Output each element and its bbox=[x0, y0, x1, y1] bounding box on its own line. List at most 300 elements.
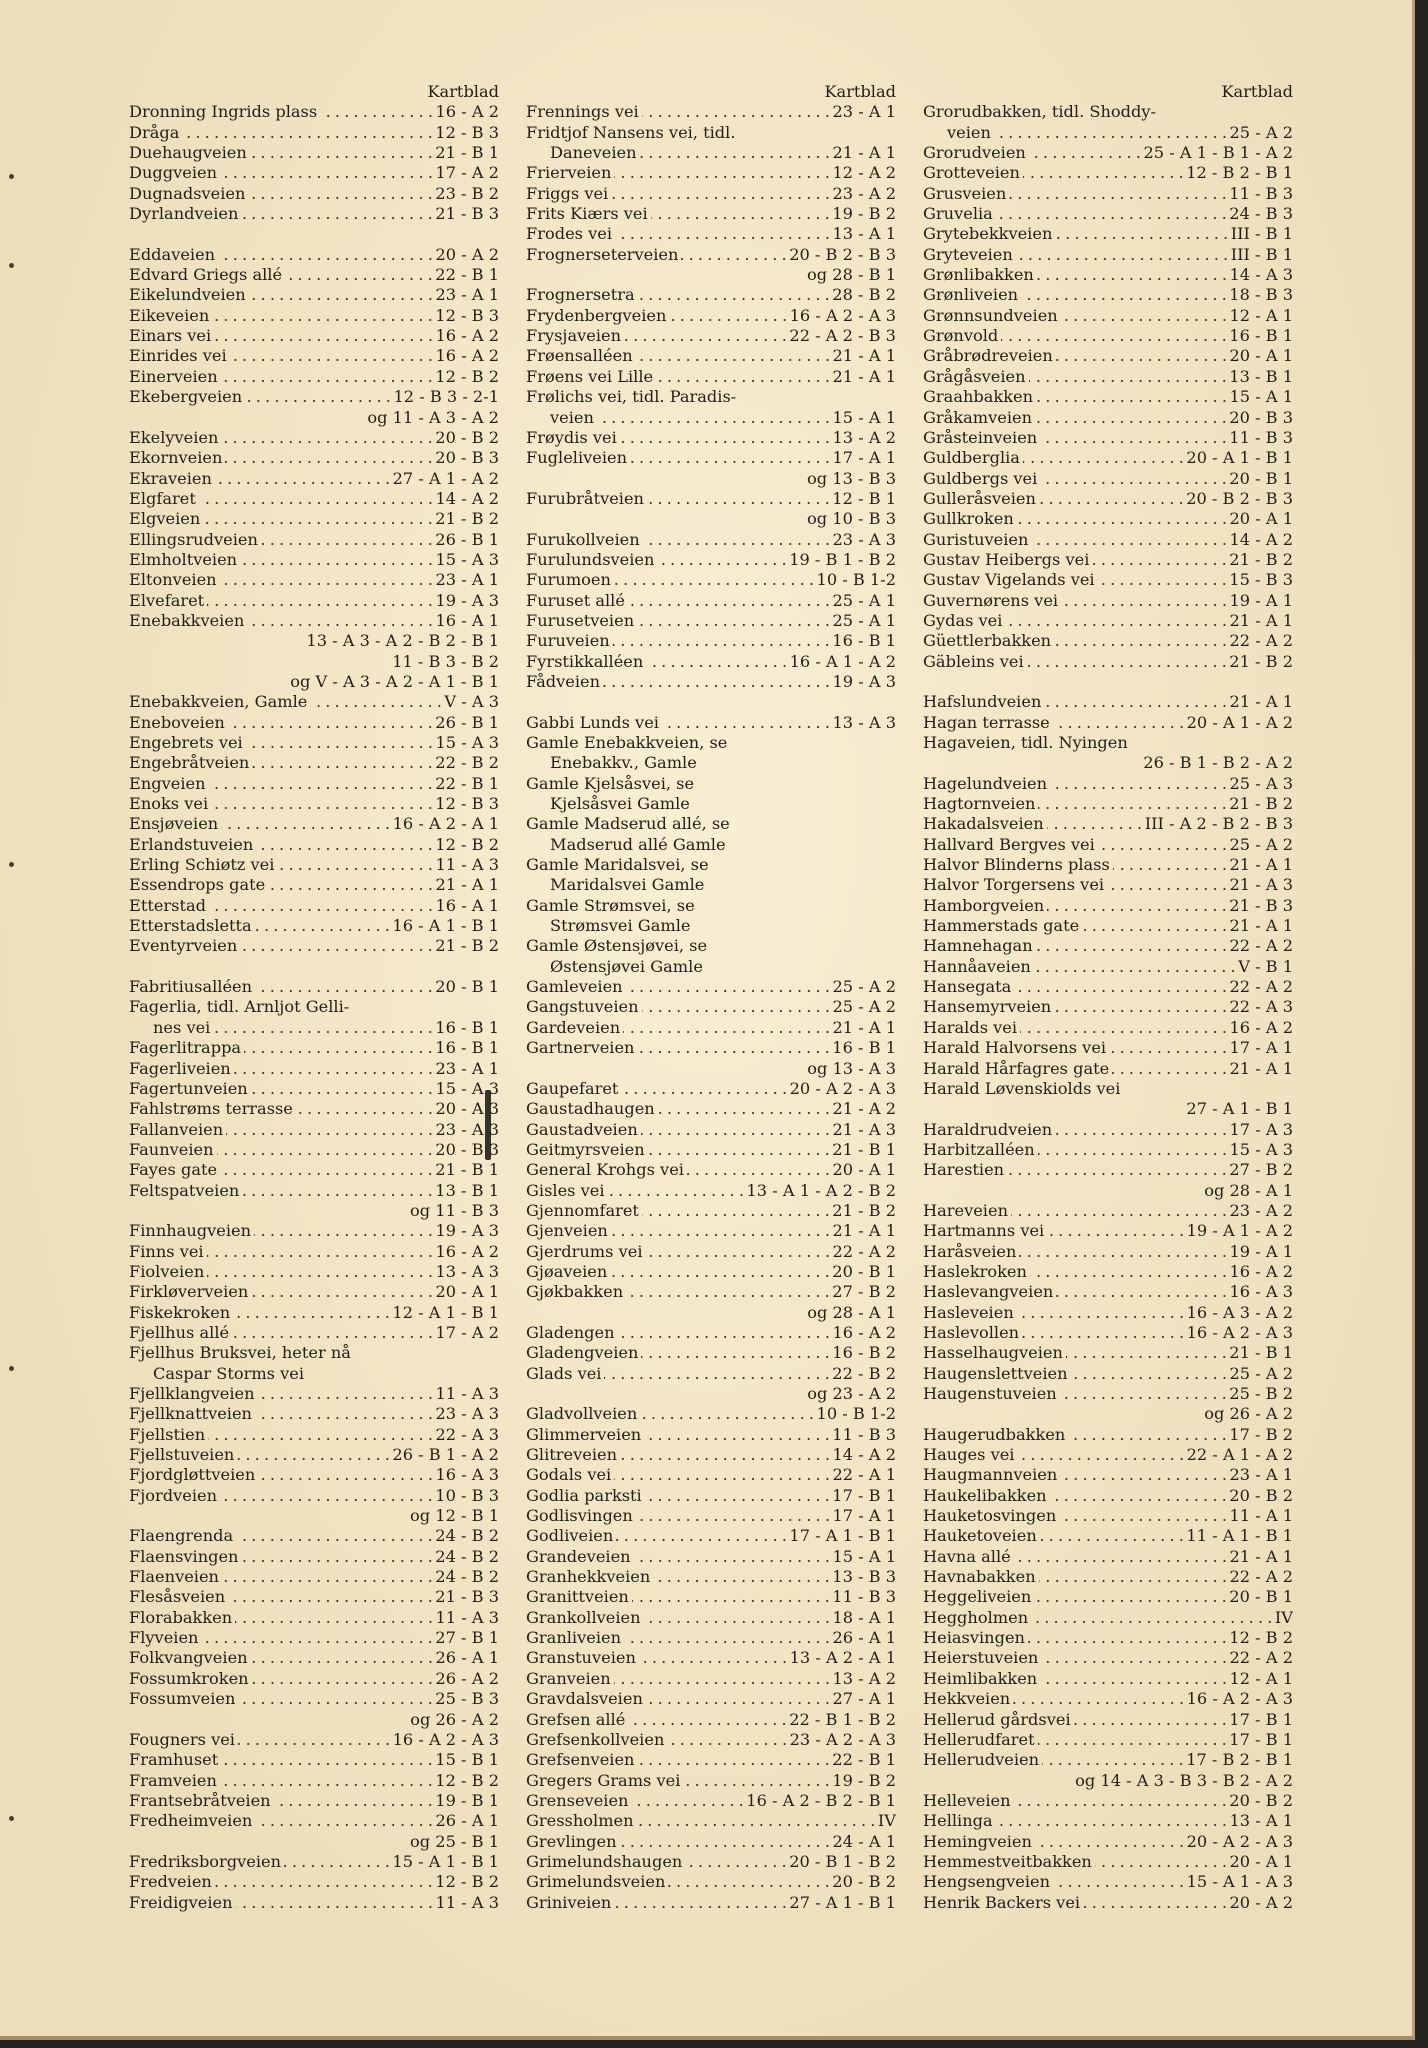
dot-leader bbox=[632, 1587, 829, 1607]
street-name: Granliveien bbox=[526, 1628, 622, 1648]
index-entry bbox=[526, 1648, 896, 1668]
dot-leader bbox=[658, 1099, 830, 1119]
dot-leader bbox=[1023, 448, 1183, 468]
index-entry bbox=[923, 997, 1293, 1017]
street-name: Dyrlandveien bbox=[129, 204, 239, 224]
index-entry bbox=[526, 814, 896, 834]
map-reference: og 12 - B 1 bbox=[410, 1506, 499, 1526]
map-reference: 16 - A 2 bbox=[1229, 1017, 1293, 1037]
index-entry bbox=[526, 143, 896, 163]
map-reference: 12 - B 2 bbox=[435, 366, 499, 386]
dot-leader bbox=[296, 1099, 433, 1119]
dot-leader bbox=[640, 143, 830, 163]
map-reference: 13 - A 1 - A 2 - B 2 bbox=[746, 1180, 896, 1200]
street-name: Geitmyrsveien bbox=[526, 1139, 645, 1159]
dot-leader bbox=[1029, 367, 1227, 387]
index-entry bbox=[526, 591, 896, 611]
dot-leader bbox=[251, 1079, 433, 1099]
street-name: Hannåaveien bbox=[923, 956, 1031, 976]
street-name: Hellinga bbox=[923, 1811, 993, 1831]
map-reference: 26 - B 1 - B 2 - A 2 bbox=[1143, 753, 1293, 773]
dot-leader bbox=[220, 570, 433, 590]
dot-leader bbox=[274, 1791, 433, 1811]
index-entry bbox=[923, 631, 1293, 651]
street-name: Hauges vei bbox=[923, 1445, 1015, 1465]
street-name: Eltonveien bbox=[129, 570, 217, 590]
index-entry bbox=[129, 204, 499, 224]
index-entry bbox=[923, 1587, 1293, 1607]
index-entry bbox=[923, 1120, 1293, 1140]
map-reference: 12 - A 1 - B 1 bbox=[392, 1302, 499, 1322]
street-name: Fugleliveien bbox=[526, 448, 628, 468]
index-entry bbox=[129, 631, 499, 651]
dot-leader bbox=[683, 1771, 829, 1791]
dot-leader bbox=[218, 245, 432, 265]
street-name: Gaustadhaugen bbox=[526, 1099, 655, 1119]
dot-leader bbox=[255, 1404, 433, 1424]
street-name: Fyrstikkalléen bbox=[526, 651, 644, 671]
map-reference: 25 - A 2 bbox=[832, 997, 896, 1017]
dot-leader bbox=[201, 1628, 432, 1648]
dot-leader bbox=[1011, 1201, 1227, 1221]
dot-leader bbox=[268, 875, 432, 895]
dot-leader bbox=[1066, 1343, 1226, 1363]
map-reference: 12 - B 2 bbox=[1229, 1628, 1293, 1648]
street-name: Firkløverveien bbox=[129, 1282, 249, 1302]
dot-leader bbox=[232, 1323, 432, 1343]
map-reference: 22 - A 1 bbox=[832, 1465, 896, 1485]
map-reference: 17 - A 1 bbox=[832, 448, 896, 468]
dot-leader bbox=[620, 1832, 830, 1852]
index-entry bbox=[129, 285, 499, 305]
street-name: Fredriksborgveien bbox=[129, 1851, 282, 1871]
street-name: Hamborgveien bbox=[923, 895, 1045, 915]
dot-leader bbox=[611, 1221, 830, 1241]
index-entry bbox=[129, 469, 499, 489]
index-entry bbox=[923, 1242, 1293, 1262]
index-entry bbox=[923, 1872, 1293, 1892]
map-reference: 16 - B 1 bbox=[832, 631, 896, 651]
street-name: Fougners vei bbox=[129, 1729, 235, 1749]
street-name: Fagerlitrappa bbox=[129, 1038, 242, 1058]
dot-leader bbox=[656, 367, 829, 387]
street-name: Engebrets vei bbox=[129, 733, 243, 752]
index-entry bbox=[923, 977, 1293, 997]
map-reference: 16 - A 2 bbox=[832, 1322, 896, 1342]
index-entry bbox=[129, 1364, 499, 1384]
street-name: Dråga bbox=[129, 122, 180, 142]
index-entry bbox=[526, 896, 896, 916]
dot-leader bbox=[1083, 1893, 1226, 1913]
map-reference: 22 - A 2 bbox=[1229, 977, 1293, 997]
street-name: Gjennomfaret bbox=[526, 1200, 639, 1220]
index-entry bbox=[923, 652, 1293, 672]
index-entry bbox=[129, 1689, 499, 1709]
dot-leader bbox=[637, 1750, 829, 1770]
index-entry bbox=[923, 530, 1293, 550]
index-entry bbox=[526, 530, 896, 550]
street-name: Gaustadveien bbox=[526, 1119, 638, 1139]
index-entry bbox=[923, 1730, 1293, 1750]
punch-hole-2 bbox=[9, 263, 14, 268]
dot-leader bbox=[1060, 1384, 1227, 1404]
dot-leader bbox=[1031, 530, 1226, 550]
index-entry bbox=[526, 1059, 896, 1079]
index-entry bbox=[129, 489, 499, 509]
dot-leader bbox=[246, 733, 433, 753]
dot-leader bbox=[1022, 1323, 1184, 1343]
street-name: Gulleråsveien bbox=[923, 488, 1036, 508]
map-reference: 20 - A 1 - A 2 bbox=[1186, 712, 1293, 732]
index-entry bbox=[923, 1526, 1293, 1546]
dot-leader bbox=[209, 774, 433, 794]
index-entry bbox=[129, 143, 499, 163]
map-reference: 14 - A 2 bbox=[435, 488, 499, 508]
map-reference: 19 - A 3 bbox=[435, 1221, 499, 1241]
street-name: Heierstuveien bbox=[923, 1648, 1039, 1668]
map-reference: 21 - B 1 bbox=[832, 1139, 896, 1159]
map-reference: 21 - B 1 bbox=[435, 143, 499, 163]
street-name: Gydas vei bbox=[923, 610, 1003, 630]
street-name: Helleveien bbox=[923, 1790, 1011, 1810]
dot-leader bbox=[1014, 977, 1226, 997]
map-reference: 26 - B 1 - A 2 bbox=[392, 1445, 499, 1465]
index-entry bbox=[923, 265, 1293, 285]
dot-leader bbox=[203, 509, 432, 529]
street-name: veien bbox=[550, 407, 594, 427]
dot-leader bbox=[215, 469, 390, 489]
street-name: Hauketosvingen bbox=[923, 1506, 1057, 1526]
dot-leader bbox=[221, 428, 432, 448]
dot-leader bbox=[1021, 285, 1226, 305]
index-entry bbox=[129, 997, 499, 1017]
map-reference: 21 - B 2 bbox=[435, 936, 499, 956]
dot-leader bbox=[233, 1303, 389, 1323]
index-entry bbox=[129, 1872, 499, 1892]
index-entry bbox=[526, 916, 896, 936]
map-reference: 12 - B 2 - B 1 bbox=[1186, 163, 1293, 183]
dot-leader bbox=[1053, 1872, 1184, 1892]
map-reference: 22 - A 2 bbox=[1229, 936, 1293, 956]
index-entry bbox=[129, 509, 499, 529]
street-name: Frysjaveien bbox=[526, 326, 621, 346]
index-entry bbox=[923, 1079, 1293, 1099]
street-name: Grankollveien bbox=[526, 1607, 641, 1627]
street-name: Godliveien bbox=[526, 1526, 614, 1546]
map-reference: 23 - A 1 bbox=[435, 570, 499, 590]
index-entry bbox=[526, 326, 896, 346]
index-entry bbox=[129, 102, 499, 122]
index-entry bbox=[526, 835, 896, 855]
map-reference: 16 - A 2 - A 3 bbox=[1186, 1689, 1293, 1709]
street-name: Gardeveien bbox=[526, 1017, 621, 1037]
street-name: Glitreveien bbox=[526, 1445, 618, 1465]
index-entry bbox=[526, 1242, 896, 1262]
index-entry bbox=[923, 346, 1293, 366]
index-entry bbox=[923, 1404, 1293, 1424]
index-entry bbox=[129, 1608, 499, 1628]
index-entry bbox=[129, 916, 499, 936]
dot-leader bbox=[1035, 408, 1226, 428]
dot-leader bbox=[1047, 1221, 1183, 1241]
dot-leader bbox=[209, 896, 433, 916]
street-name: Hagaveien, tidl. Nyingen bbox=[923, 733, 1128, 752]
dot-leader bbox=[220, 1771, 432, 1791]
street-name: Fjellknattveien bbox=[129, 1404, 252, 1424]
map-reference: 10 - B 3 bbox=[435, 1485, 499, 1505]
map-reference: IV bbox=[1274, 1607, 1293, 1627]
index-entry bbox=[923, 835, 1293, 855]
dot-leader bbox=[310, 692, 441, 712]
street-name: Harald Halvorsens vei bbox=[923, 1038, 1107, 1058]
street-name: Furubråtveien bbox=[526, 488, 644, 508]
street-name: Fjellstuveien bbox=[129, 1445, 235, 1465]
map-reference: 23 - B 2 bbox=[435, 183, 499, 203]
index-entry bbox=[129, 1791, 499, 1811]
index-entry bbox=[526, 1811, 896, 1831]
street-name: Gustav Heibergs vei bbox=[923, 549, 1090, 569]
map-reference: 15 - B 1 bbox=[435, 1750, 499, 1770]
street-name: Ekebergveien bbox=[129, 387, 243, 407]
map-reference: og 28 - B 1 bbox=[807, 265, 896, 285]
index-entry bbox=[129, 713, 499, 733]
index-entry bbox=[129, 814, 499, 834]
map-reference: 12 - B 3 bbox=[435, 794, 499, 814]
street-name: Frognerseterveien bbox=[526, 244, 679, 264]
index-entry bbox=[129, 570, 499, 590]
dot-leader bbox=[643, 530, 830, 550]
index-entry bbox=[526, 774, 896, 794]
map-reference: 21 - B 1 bbox=[1229, 1343, 1293, 1363]
map-reference: 14 - A 2 bbox=[832, 1445, 896, 1465]
map-reference: 10 - B 1-2 bbox=[816, 570, 896, 590]
dot-leader bbox=[249, 285, 433, 305]
index-entry bbox=[526, 1343, 896, 1363]
map-reference: 19 - A 3 bbox=[832, 671, 896, 691]
index-entry bbox=[923, 1811, 1293, 1831]
index-entry bbox=[526, 346, 896, 366]
street-name: Frognersetra bbox=[526, 285, 635, 305]
dot-leader bbox=[207, 591, 432, 611]
map-reference: og 28 - A 1 bbox=[807, 1302, 896, 1322]
street-name: Grotteveien bbox=[923, 163, 1020, 183]
street-name: Furuset allé bbox=[526, 590, 625, 610]
map-reference: 16 - A 2 bbox=[435, 326, 499, 346]
map-reference: 17 - B 1 bbox=[1229, 1709, 1293, 1729]
street-name: Engebråtveien bbox=[129, 753, 250, 773]
index-entry bbox=[526, 1791, 896, 1811]
map-reference: 23 - A 2 bbox=[832, 183, 896, 203]
map-reference: 13 - A 1 bbox=[1229, 1811, 1293, 1831]
punch-hole-3 bbox=[9, 862, 14, 867]
map-reference: 26 - B 1 bbox=[435, 529, 499, 549]
street-name: Gladvollveien bbox=[526, 1404, 638, 1424]
index-entry bbox=[526, 1730, 896, 1750]
index-entry bbox=[923, 1465, 1293, 1485]
map-reference: 11 - B 3 bbox=[832, 1424, 896, 1444]
dot-leader bbox=[645, 1486, 830, 1506]
dot-leader bbox=[685, 1852, 786, 1872]
index-entry bbox=[923, 509, 1293, 529]
index-entry bbox=[526, 1506, 896, 1526]
map-reference: 11 - B 3 bbox=[1229, 183, 1293, 203]
map-reference: 21 - B 2 bbox=[1229, 794, 1293, 814]
map-reference: 16 - A 2 - A 1 bbox=[392, 814, 499, 834]
index-entry bbox=[526, 184, 896, 204]
dot-leader bbox=[1013, 1689, 1183, 1709]
map-reference: 15 - A 3 bbox=[1229, 1139, 1293, 1159]
dot-leader bbox=[1095, 1852, 1227, 1872]
street-name: Fjellhus allé bbox=[129, 1322, 230, 1342]
street-name: Hartmanns vei bbox=[923, 1221, 1045, 1241]
dot-leader bbox=[285, 265, 432, 285]
street-name: Elmholtveien bbox=[129, 549, 238, 569]
index-entry bbox=[923, 794, 1293, 814]
map-reference: 22 - A 2 - B 3 bbox=[789, 326, 896, 346]
dot-leader bbox=[1038, 794, 1226, 814]
index-entry bbox=[129, 163, 499, 183]
index-entry bbox=[129, 1079, 499, 1099]
map-reference: 16 - A 3 bbox=[435, 1465, 499, 1485]
index-entry bbox=[526, 163, 896, 183]
dot-leader bbox=[1001, 326, 1226, 346]
dot-leader bbox=[237, 1445, 389, 1465]
street-name: Maridalsvei Gamle bbox=[550, 875, 705, 895]
dot-leader bbox=[1040, 428, 1226, 448]
index-entry bbox=[129, 611, 499, 631]
dot-leader bbox=[651, 204, 830, 224]
dot-leader bbox=[221, 1750, 432, 1770]
street-name: Duggveien bbox=[129, 163, 218, 183]
street-name: Glimmerveien bbox=[526, 1424, 642, 1444]
street-name: Etterstad bbox=[129, 895, 206, 915]
street-name: Haråsveien bbox=[923, 1241, 1017, 1261]
index-entry bbox=[526, 1872, 896, 1892]
index-entry bbox=[129, 1648, 499, 1668]
street-name: Fredheimveien bbox=[129, 1811, 253, 1831]
index-entry bbox=[129, 1669, 499, 1689]
map-reference: V - B 1 bbox=[1238, 956, 1293, 976]
index-entry bbox=[923, 1364, 1293, 1384]
street-name: Harbitzalléen bbox=[923, 1139, 1035, 1159]
street-name: Gaupefaret bbox=[526, 1078, 619, 1098]
dot-leader bbox=[238, 1689, 432, 1709]
dot-leader bbox=[681, 245, 786, 265]
street-name: Enoks vei bbox=[129, 794, 209, 814]
street-name: Gressholmen bbox=[526, 1811, 634, 1831]
dot-leader bbox=[1068, 1425, 1226, 1445]
street-name: Grønnsundveien bbox=[923, 305, 1058, 325]
map-reference: 21 - B 2 bbox=[1229, 651, 1293, 671]
map-reference: 21 - A 3 bbox=[1229, 875, 1293, 895]
index-entry bbox=[526, 245, 896, 265]
map-reference: 27 - A 1 - A 2 bbox=[392, 468, 499, 488]
index-entry bbox=[129, 1404, 499, 1424]
index-entry bbox=[923, 733, 1293, 753]
dot-leader bbox=[215, 1872, 432, 1892]
map-reference: 16 - A 1 bbox=[435, 610, 499, 630]
punch-hole-5 bbox=[9, 1816, 14, 1821]
dot-leader bbox=[220, 1160, 432, 1180]
street-name: Flesåsveien bbox=[129, 1587, 226, 1607]
dot-leader bbox=[199, 489, 433, 509]
index-entry bbox=[923, 1832, 1293, 1852]
street-name: Fådveien bbox=[526, 671, 601, 691]
index-entry bbox=[526, 713, 896, 733]
street-name: Haukelibakken bbox=[923, 1485, 1047, 1505]
index-entry bbox=[526, 1587, 896, 1607]
map-reference: 15 - A 1 bbox=[1229, 387, 1293, 407]
street-name: Friggs vei bbox=[526, 183, 609, 203]
index-entry bbox=[923, 285, 1293, 305]
dot-leader bbox=[220, 163, 432, 183]
map-reference: 12 - B 2 bbox=[435, 1770, 499, 1790]
dot-leader bbox=[994, 123, 1227, 143]
index-entry bbox=[526, 1852, 896, 1872]
index-entry bbox=[526, 1201, 896, 1221]
punch-hole-4 bbox=[9, 1366, 14, 1371]
dot-leader bbox=[1054, 997, 1226, 1017]
map-reference: 16 - A 2 bbox=[1229, 1261, 1293, 1281]
index-entry bbox=[923, 1323, 1293, 1343]
index-entry bbox=[526, 875, 896, 895]
street-name: Hareveien bbox=[923, 1200, 1008, 1220]
index-entry bbox=[526, 123, 896, 143]
index-entry bbox=[923, 957, 1293, 977]
street-name: Elgfaret bbox=[129, 488, 196, 508]
map-reference: 23 - A 2 bbox=[1229, 1200, 1293, 1220]
dot-leader bbox=[1113, 855, 1227, 875]
map-reference: 23 - A 1 bbox=[1229, 1465, 1293, 1485]
street-name: Hagelundveien bbox=[923, 773, 1048, 793]
index-entry bbox=[129, 448, 499, 468]
map-reference: 21 - A 1 bbox=[1229, 1546, 1293, 1566]
map-reference: 16 - B 1 bbox=[832, 1038, 896, 1058]
dot-leader bbox=[669, 306, 786, 326]
street-name: Hallvard Bergves vei bbox=[923, 834, 1095, 854]
index-entry bbox=[923, 550, 1293, 570]
street-name: Gabbi Lunds vei bbox=[526, 712, 659, 732]
map-reference: 17 - B 2 bbox=[1229, 1424, 1293, 1444]
street-name: Frøensalléen bbox=[526, 346, 633, 366]
index-entry bbox=[923, 1893, 1293, 1913]
street-name: Guldbergs vei bbox=[923, 468, 1038, 488]
index-entry bbox=[129, 1160, 499, 1180]
dot-leader bbox=[212, 306, 432, 326]
street-name: Frits Kiærs vei bbox=[526, 204, 648, 224]
index-entry bbox=[923, 936, 1293, 956]
dot-leader bbox=[240, 550, 432, 570]
index-entry bbox=[923, 1547, 1293, 1567]
map-reference: 22 - A 3 bbox=[1229, 997, 1293, 1017]
index-entry bbox=[923, 1689, 1293, 1709]
dot-leader bbox=[1037, 265, 1227, 285]
street-name: Glads vei bbox=[526, 1363, 602, 1383]
dot-leader bbox=[220, 1486, 432, 1506]
index-entry bbox=[129, 1811, 499, 1831]
map-reference: 16 - A 2 bbox=[435, 346, 499, 366]
map-reference: 16 - A 1 - A 2 bbox=[789, 651, 896, 671]
street-name: Gjerdrums vei bbox=[526, 1241, 643, 1261]
map-reference: 13 - A 2 bbox=[832, 1668, 896, 1688]
dot-leader bbox=[1109, 1038, 1226, 1058]
dot-leader bbox=[1056, 346, 1227, 366]
map-reference: 16 - A 3 bbox=[1229, 1282, 1293, 1302]
map-reference: 13 - B 3 bbox=[832, 1567, 896, 1587]
street-name: Havnabakken bbox=[923, 1567, 1036, 1587]
dot-leader bbox=[284, 1852, 389, 1872]
map-reference: 13 - B 1 bbox=[1229, 366, 1293, 386]
